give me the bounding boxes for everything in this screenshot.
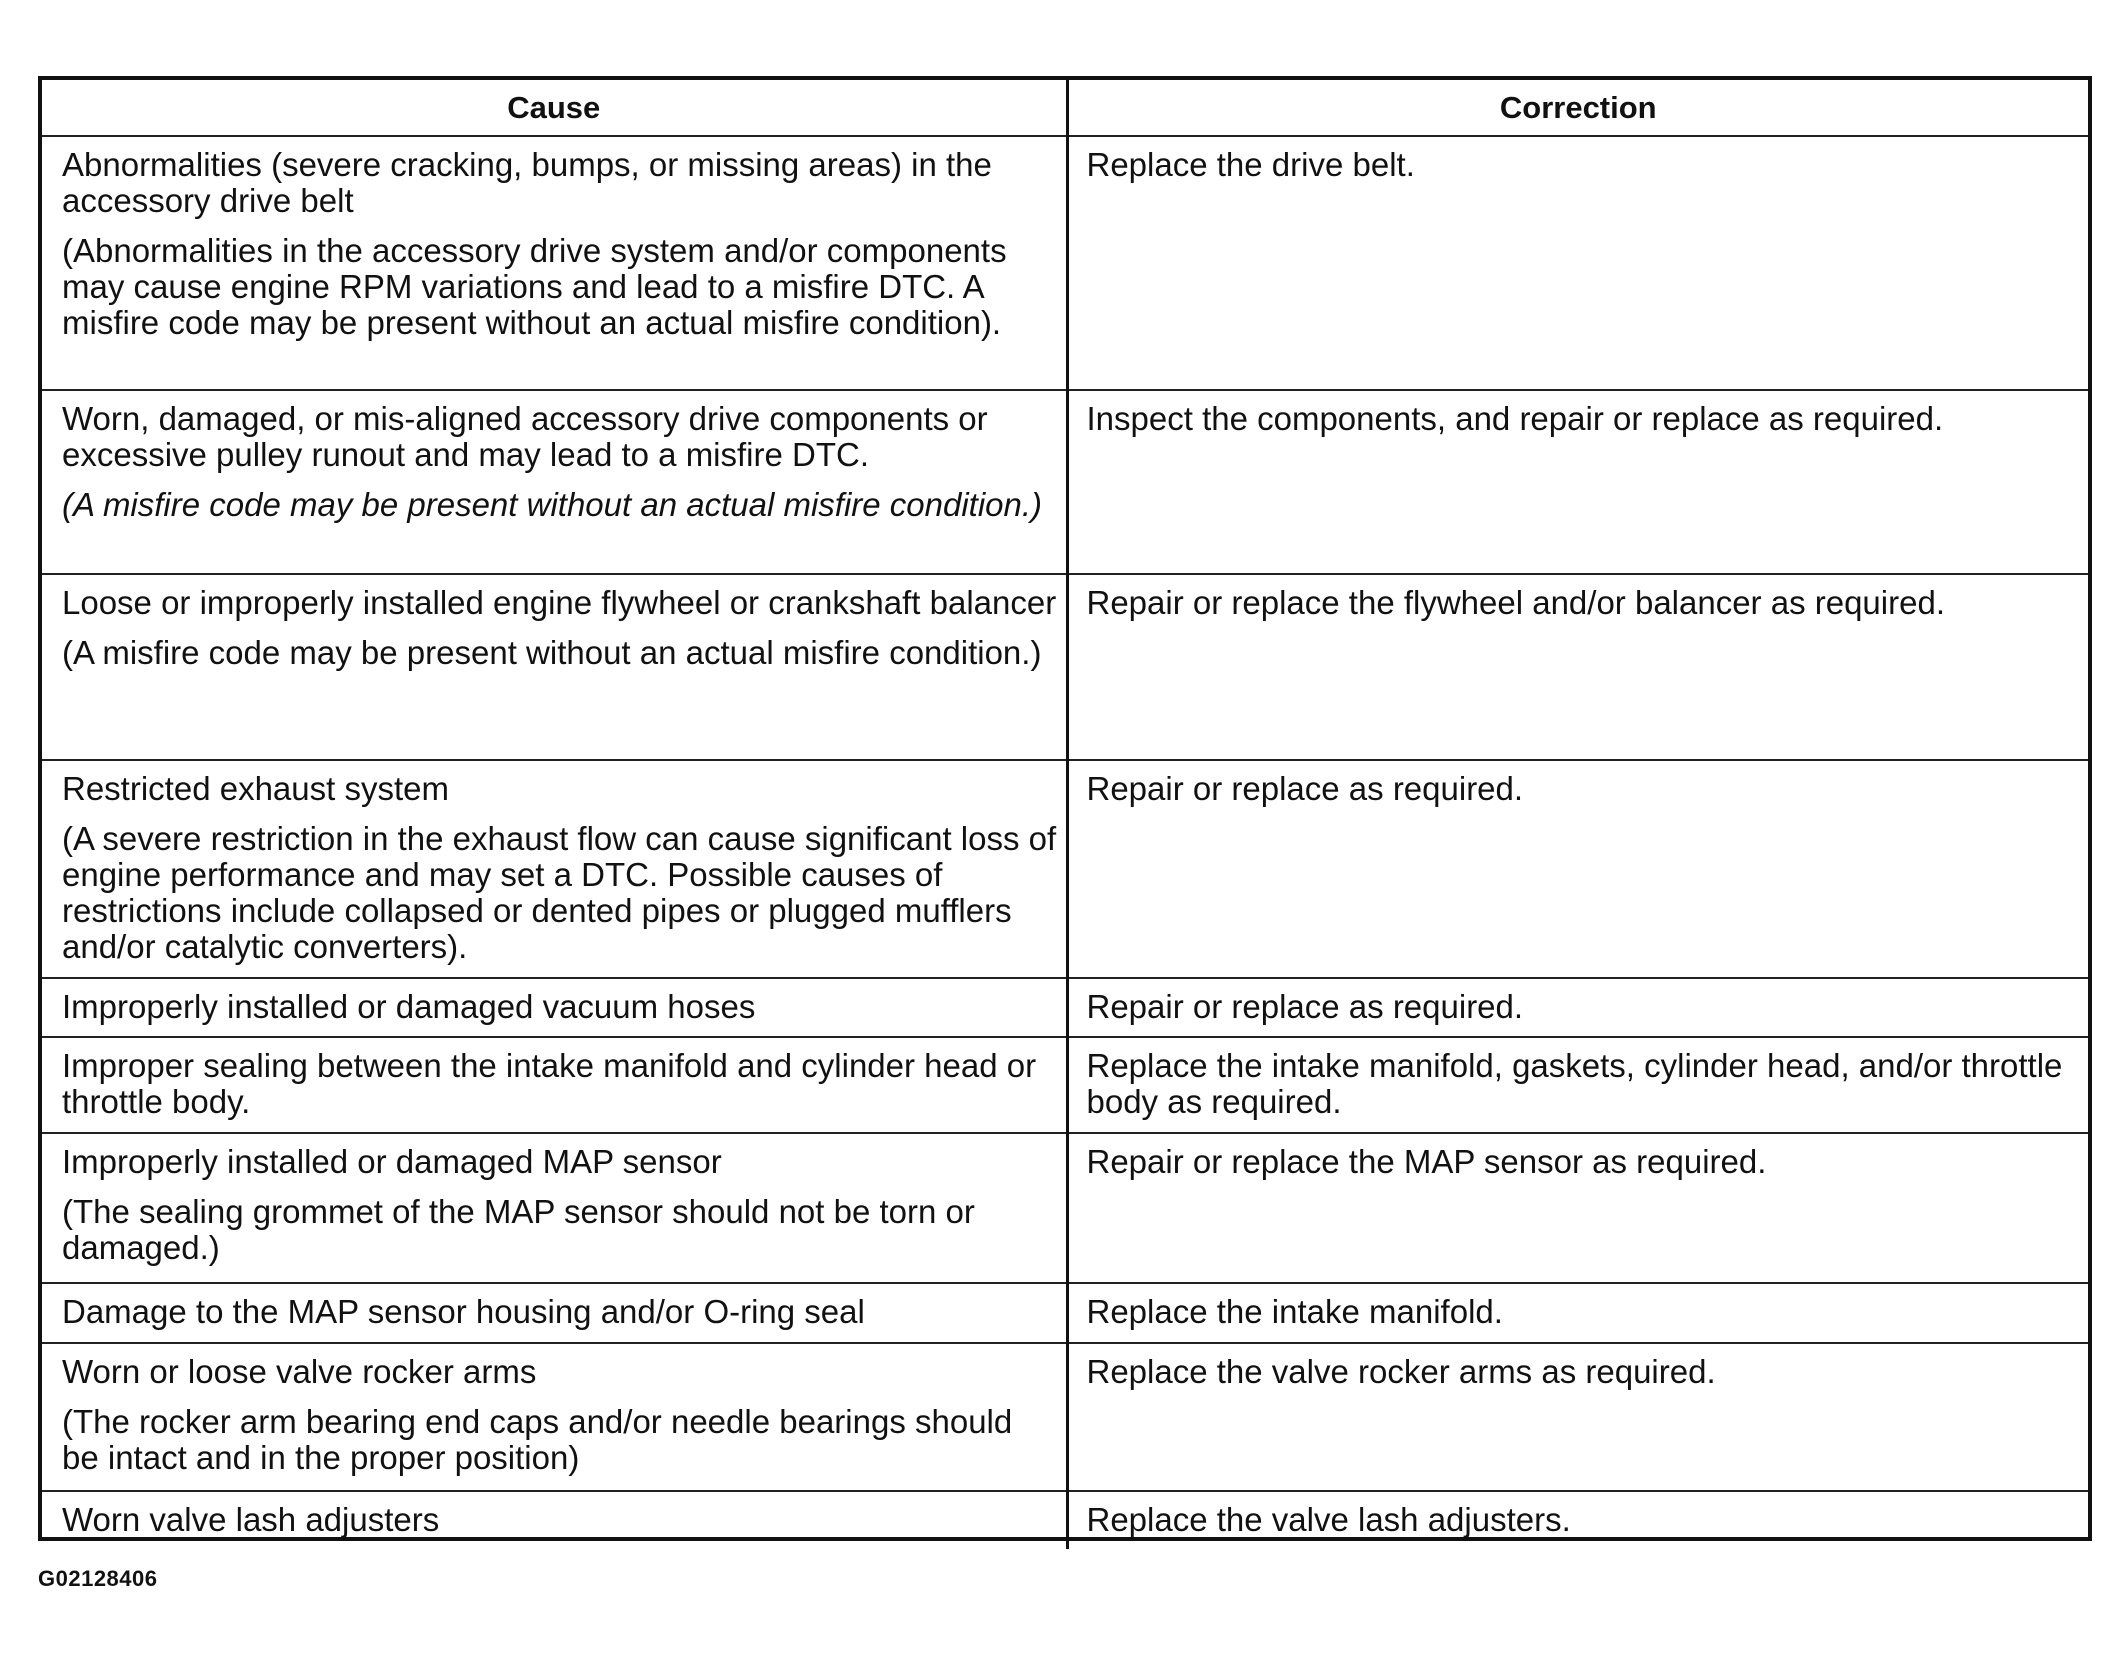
cause-text: Loose or improperly installed engine flywheel or crankshaft balancer [62,584,1057,621]
cause-note: (A misfire code may be present without an actual misfire condition.) [62,634,1042,671]
cause-cell [42,978,1067,1037]
table-row [42,1037,2088,1133]
correction-cell: Repair or replace the MAP sensor as required. [1067,1133,2088,1283]
cause-text: Restricted exhaust system [62,770,449,807]
cause-cell [42,1037,1067,1133]
cause-text: Improperly installed or damaged MAP sensor [62,1143,722,1180]
cause-text: Worn valve lash adjusters [62,1501,440,1538]
correction-cell: Inspect the components, and repair or replace as required. [1067,390,2088,574]
cause-cell [42,1491,1067,1549]
cause-text: Abnormalities (severe cracking, bumps, or missing areas) in the accessory drive belt [62,146,992,219]
table-header-row [42,80,2088,136]
table-row [42,760,2088,978]
cause-note: (A severe restriction in the exhaust flow can cause significant loss of engine performance and may set a DTC. Possible causes of restrictions include collapsed or dented pipes or plugged mufflers and/or catalytic converters). [62,820,1057,965]
cause-text: Worn, damaged, or mis-aligned accessory drive components or excessive pulley runout and may lead to a misfire DTC. [62,400,988,473]
correction-cell: Repair or replace as required. [1067,760,2088,978]
cause-cell [42,136,1067,390]
cause-text: Damage to the MAP sensor housing and/or O-ring seal [62,1293,865,1330]
cause-note: (The rocker arm bearing end caps and/or needle bearings should be intact and in the proper position) [62,1403,1013,1476]
column-header-cause: Cause [42,80,1067,136]
cause-note: (The sealing grommet of the MAP sensor should not be torn or damaged.) [62,1193,975,1266]
cause-text: Improperly installed or damaged vacuum hoses [62,988,756,1025]
correction-cell: Repair or replace the flywheel and/or balancer as required. [1067,574,2088,760]
table-row [42,1133,2088,1283]
correction-cell: Replace the drive belt. [1067,136,2088,390]
table-row [42,1343,2088,1491]
table-row [42,978,2088,1037]
cause-text: Improper sealing between the intake manifold and cylinder head or throttle body. [62,1047,1037,1120]
table-row [42,1283,2088,1343]
cause-text: Worn or loose valve rocker arms [62,1353,537,1390]
cause-note: (Abnormalities in the accessory drive system and/or components may cause engine RPM variations and lead to a misfire DTC. A misfire code may be present without an actual misfire condition). [62,232,1007,341]
cause-note: (A misfire code may be present without an actual misfire condition.) [62,486,1043,523]
cause-cell [42,390,1067,574]
cause-cell [42,574,1067,760]
correction-cell: Replace the valve rocker arms as required. [1067,1343,2088,1491]
correction-cell: Replace the intake manifold. [1067,1283,2088,1343]
table-row [42,1491,2088,1549]
figure-code: G02128406 [38,1566,158,1591]
cause-cell [42,1133,1067,1283]
diagnostic-table [42,80,2088,1549]
table-row [42,574,2088,760]
column-header-correction: Correction [1067,80,2088,136]
diagnostic-table-container [38,76,2092,1541]
table-row [42,136,2088,390]
correction-cell: Replace the valve lash adjusters. [1067,1491,2088,1549]
cause-cell [42,1343,1067,1491]
correction-cell: Replace the intake manifold, gaskets, cylinder head, and/or throttle body as required. [1067,1037,2088,1133]
cause-cell [42,1283,1067,1343]
correction-cell: Repair or replace as required. [1067,978,2088,1037]
table-row [42,390,2088,574]
cause-cell [42,760,1067,978]
